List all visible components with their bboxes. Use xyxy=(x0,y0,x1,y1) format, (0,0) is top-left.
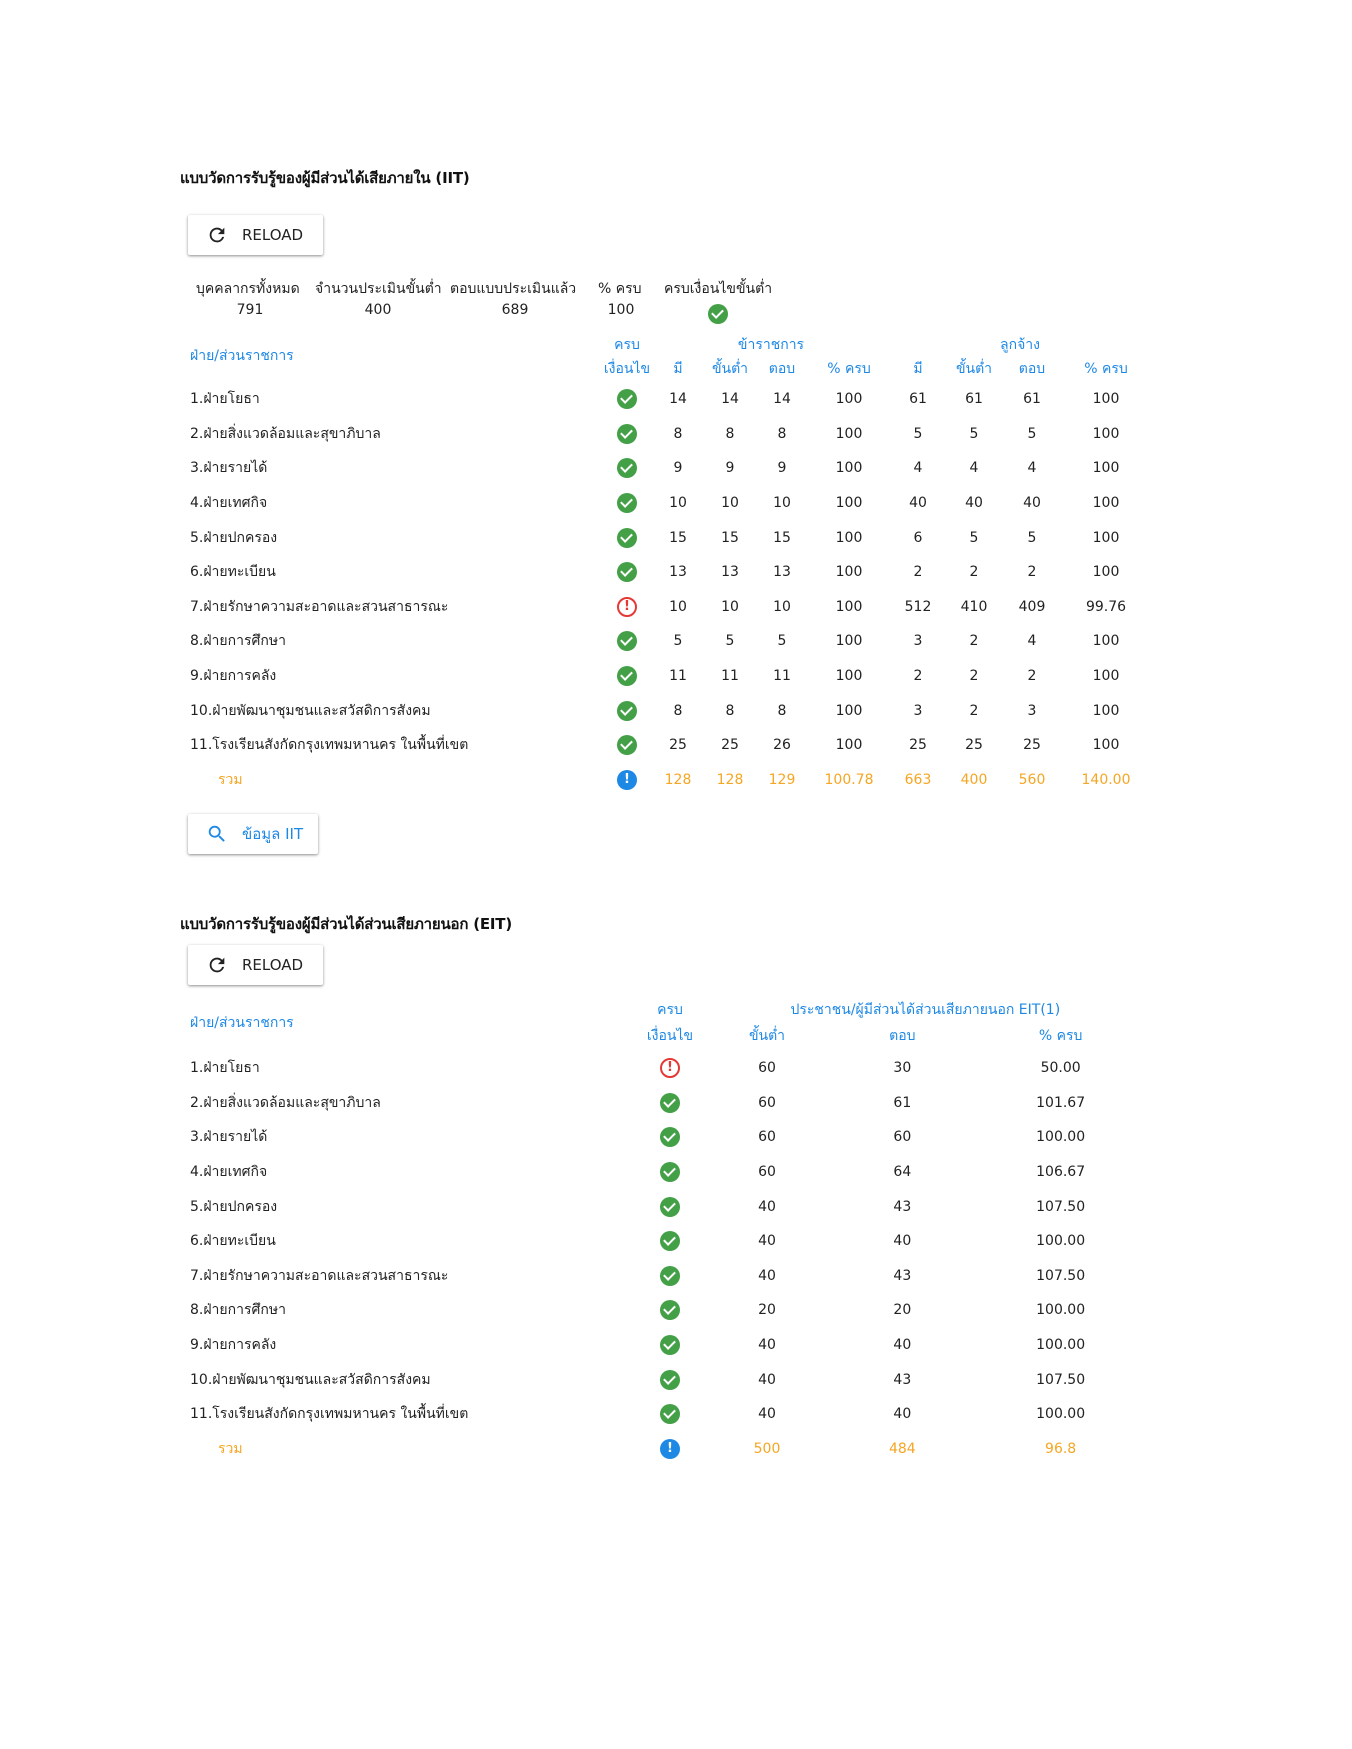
table-row xyxy=(190,590,1150,625)
value-cell: 25 xyxy=(669,737,687,754)
value-cell: 100 xyxy=(835,633,863,650)
check-circle-icon xyxy=(617,389,637,409)
status-cell xyxy=(602,659,652,694)
value-cell: 61 xyxy=(1023,391,1041,408)
status-cell xyxy=(602,763,652,798)
unit-name: 11.โรงเรียนสังกัดกรุงเทพมหานคร ในพื้นที่เขต xyxy=(190,1406,469,1423)
value-cell: 8 xyxy=(673,425,683,442)
value-cell: 20 xyxy=(893,1302,912,1319)
unit-name: 4.ฝ่ายเทศกิจ xyxy=(190,1164,268,1181)
value-cell: 2 xyxy=(1027,668,1037,685)
table-row xyxy=(190,693,1150,728)
value-cell: 40 xyxy=(893,1406,912,1423)
value-cell: 100.00 xyxy=(1036,1406,1086,1423)
value-cell: 100 xyxy=(1092,495,1120,512)
value-cell: 5 xyxy=(969,529,979,546)
value-cell: 4 xyxy=(1027,460,1037,477)
table-row xyxy=(190,1259,1150,1294)
value-cell: 30 xyxy=(893,1060,912,1077)
value-cell: 10 xyxy=(669,598,687,615)
total-label: รวม xyxy=(218,1440,243,1457)
value-cell: 3 xyxy=(1027,702,1037,719)
check-circle-icon xyxy=(617,458,637,478)
alert-circle-icon xyxy=(660,1058,680,1078)
summary-total-staff-value: 791 xyxy=(236,302,264,318)
value-cell: 100 xyxy=(1092,702,1120,719)
table-row xyxy=(190,1086,1150,1121)
value-cell: 14 xyxy=(773,391,791,408)
search-icon xyxy=(206,823,228,845)
value-cell: 10 xyxy=(773,598,791,615)
unit-name: 1.ฝ่ายโยธา xyxy=(190,391,260,408)
value-cell: 100 xyxy=(1092,529,1120,546)
value-cell: 60 xyxy=(758,1129,776,1146)
value-cell: 14 xyxy=(669,391,687,408)
status-cell xyxy=(639,1362,700,1397)
unit-name: 10.ฝ่ายพัฒนาชุมชนและสวัสดิการสังคม xyxy=(190,702,431,719)
value-cell: 100 xyxy=(1092,425,1120,442)
status-cell xyxy=(602,451,652,486)
summary-header-min-required: จำนวนประเมินขั้นต่ำ xyxy=(315,281,442,297)
value-cell: 61 xyxy=(909,391,927,408)
value-cell: 40 xyxy=(758,1233,776,1250)
eit-reload-button[interactable] xyxy=(188,945,323,985)
value-cell: 2 xyxy=(969,633,979,650)
value-cell: 100 xyxy=(1092,668,1120,685)
value-cell: 13 xyxy=(721,564,739,581)
summary-header-pct-complete: % ครบ xyxy=(598,281,642,297)
value-cell: 40 xyxy=(909,495,927,512)
value-cell: 11 xyxy=(669,668,687,685)
value-cell: 3 xyxy=(913,633,923,650)
value-cell: 96.8 xyxy=(1045,1440,1077,1457)
status-cell xyxy=(639,1051,700,1086)
value-cell: 128 xyxy=(664,771,692,788)
iit-table xyxy=(190,330,1150,797)
check-circle-icon xyxy=(617,701,637,721)
value-cell: 100 xyxy=(1092,460,1120,477)
value-cell: 100 xyxy=(1092,633,1120,650)
iit-reload-label: RELOAD xyxy=(242,226,304,244)
value-cell: 10 xyxy=(773,495,791,512)
col-group-external: ประชาชน/ผู้มีส่วนได้ส่วนเสียภายนอก EIT(1) xyxy=(790,1002,1061,1018)
value-cell: 13 xyxy=(773,564,791,581)
value-cell: 64 xyxy=(893,1164,912,1181)
value-cell: 140.00 xyxy=(1081,771,1131,788)
value-cell: 40 xyxy=(758,1267,776,1284)
unit-name: 7.ฝ่ายรักษาความสะอาดและสวนสาธารณะ xyxy=(190,1267,449,1284)
status-cell xyxy=(639,1086,700,1121)
check-circle-icon xyxy=(660,1266,680,1286)
value-cell: 512 xyxy=(904,598,932,615)
value-cell: 409 xyxy=(1018,598,1046,615)
summary-header-answered: ตอบแบบประเมินแล้ว xyxy=(450,281,577,297)
value-cell: 60 xyxy=(758,1164,776,1181)
value-cell: 100.00 xyxy=(1036,1337,1086,1354)
col-header-staff-answer: ตอบ xyxy=(1018,361,1046,377)
value-cell: 5 xyxy=(777,633,787,650)
value-cell: 5 xyxy=(725,633,735,650)
value-cell: 2 xyxy=(913,668,923,685)
iit-reload-button[interactable] xyxy=(188,215,323,255)
value-cell: 129 xyxy=(768,771,796,788)
value-cell: 15 xyxy=(721,529,739,546)
check-circle-icon xyxy=(617,493,637,513)
status-cell xyxy=(602,417,652,452)
check-circle-icon xyxy=(660,1231,680,1251)
check-circle-icon xyxy=(617,666,637,686)
status-cell xyxy=(602,520,652,555)
table-row xyxy=(190,555,1150,590)
value-cell: 100 xyxy=(835,737,863,754)
value-cell: 560 xyxy=(1018,771,1046,788)
value-cell: 60 xyxy=(758,1094,776,1111)
total-label: รวม xyxy=(218,771,243,788)
unit-name: 4.ฝ่ายเทศกิจ xyxy=(190,495,268,512)
value-cell: 100 xyxy=(1092,737,1120,754)
value-cell: 100 xyxy=(835,529,863,546)
info-circle-icon xyxy=(617,770,637,790)
value-cell: 25 xyxy=(1023,737,1041,754)
value-cell: 107.50 xyxy=(1036,1267,1086,1284)
value-cell: 5 xyxy=(1027,425,1037,442)
unit-name: 3.ฝ่ายรายได้ xyxy=(190,1129,268,1146)
table-row xyxy=(190,1155,1150,1190)
unit-name: 5.ฝ่ายปกครอง xyxy=(190,529,278,546)
check-circle-icon xyxy=(660,1335,680,1355)
status-cell xyxy=(639,1155,700,1190)
col-header-civil-pct: % ครบ xyxy=(827,361,871,377)
value-cell: 40 xyxy=(758,1198,776,1215)
value-cell: 9 xyxy=(673,460,683,477)
unit-name: 2.ฝ่ายสิ่งแวดล้อมและสุขาภิบาล xyxy=(190,1094,381,1111)
value-cell: 100 xyxy=(835,425,863,442)
value-cell: 100 xyxy=(835,564,863,581)
value-cell: 61 xyxy=(965,391,983,408)
value-cell: 40 xyxy=(758,1371,776,1388)
value-cell: 100 xyxy=(835,460,863,477)
table-row xyxy=(190,486,1150,521)
value-cell: 100 xyxy=(835,495,863,512)
table-row xyxy=(190,382,1150,417)
col-group-employee: ลูกจ้าง xyxy=(1000,337,1040,353)
value-cell: 50.00 xyxy=(1040,1060,1081,1077)
col-header-min: ขั้นต่ำ xyxy=(748,1028,786,1044)
value-cell: 100 xyxy=(1092,564,1120,581)
col-header-complete-2: เงื่อนไข xyxy=(646,1028,694,1044)
value-cell: 107.50 xyxy=(1036,1371,1086,1388)
summary-answered-value: 689 xyxy=(501,302,529,318)
value-cell: 40 xyxy=(758,1337,776,1354)
summary-header-min-condition: ครบเงื่อนไขขั้นต่ำ xyxy=(664,281,773,297)
value-cell: 484 xyxy=(888,1440,916,1457)
value-cell: 43 xyxy=(893,1371,912,1388)
table-row xyxy=(190,1362,1150,1397)
value-cell: 11 xyxy=(773,668,791,685)
table-row xyxy=(190,451,1150,486)
table-row xyxy=(190,659,1150,694)
value-cell: 2 xyxy=(913,564,923,581)
unit-name: 1.ฝ่ายโยธา xyxy=(190,1060,260,1077)
value-cell: 15 xyxy=(773,529,791,546)
value-cell: 500 xyxy=(753,1440,781,1457)
value-cell: 43 xyxy=(893,1267,912,1284)
col-header-unit: ฝ่าย/ส่วนราชการ xyxy=(190,348,294,364)
col-header-complete-2: เงื่อนไข xyxy=(603,361,651,377)
value-cell: 101.67 xyxy=(1036,1094,1086,1111)
check-circle-icon xyxy=(617,562,637,582)
value-cell: 5 xyxy=(1027,529,1037,546)
value-cell: 3 xyxy=(913,702,923,719)
check-circle-icon xyxy=(660,1127,680,1147)
unit-name: 8.ฝ่ายการศึกษา xyxy=(190,1302,286,1319)
col-header-civil-answer: ตอบ xyxy=(768,361,796,377)
table-row xyxy=(190,1189,1150,1224)
value-cell: 25 xyxy=(965,737,983,754)
check-circle-icon xyxy=(660,1404,680,1424)
col-header-answer: ตอบ xyxy=(889,1028,916,1044)
col-header-unit: ฝ่าย/ส่วนราชการ xyxy=(190,1015,294,1031)
value-cell: 8 xyxy=(777,702,787,719)
value-cell: 26 xyxy=(773,737,791,754)
value-cell: 4 xyxy=(1027,633,1037,650)
value-cell: 100 xyxy=(835,391,863,408)
value-cell: 5 xyxy=(673,633,683,650)
value-cell: 5 xyxy=(969,425,979,442)
table-row xyxy=(190,520,1150,555)
col-header-complete-1: ครบ xyxy=(614,337,640,353)
value-cell: 10 xyxy=(669,495,687,512)
value-cell: 10 xyxy=(721,598,739,615)
value-cell: 410 xyxy=(960,598,988,615)
status-cell xyxy=(639,1293,700,1328)
check-circle-icon xyxy=(708,303,728,324)
col-header-complete-1: ครบ xyxy=(657,1002,683,1018)
value-cell: 99.76 xyxy=(1085,598,1127,615)
check-circle-icon xyxy=(617,631,637,651)
value-cell: 13 xyxy=(669,564,687,581)
value-cell: 8 xyxy=(673,702,683,719)
unit-name: 5.ฝ่ายปกครอง xyxy=(190,1198,278,1215)
col-header-staff-pct: % ครบ xyxy=(1084,361,1128,377)
table-row xyxy=(190,1397,1150,1432)
unit-name: 7.ฝ่ายรักษาความสะอาดและสวนสาธารณะ xyxy=(190,598,449,615)
value-cell: 107.50 xyxy=(1036,1198,1086,1215)
status-cell xyxy=(639,1432,700,1467)
value-cell: 25 xyxy=(721,737,739,754)
value-cell: 4 xyxy=(913,460,923,477)
value-cell: 9 xyxy=(725,460,735,477)
value-cell: 60 xyxy=(758,1060,776,1077)
table-row xyxy=(190,1328,1150,1363)
value-cell: 40 xyxy=(1023,495,1041,512)
table-row xyxy=(190,1293,1150,1328)
table-row xyxy=(190,417,1150,452)
value-cell: 400 xyxy=(960,771,988,788)
value-cell: 43 xyxy=(893,1198,912,1215)
value-cell: 11 xyxy=(721,668,739,685)
value-cell: 10 xyxy=(721,495,739,512)
eit-section-title: แบบวัดการรับรู้ของผู้มีส่วนได้ส่วนเสียภายนอก (EIT) xyxy=(180,915,512,933)
col-header-pct: % ครบ xyxy=(1038,1028,1083,1044)
value-cell: 25 xyxy=(909,737,927,754)
value-cell: 8 xyxy=(725,702,735,719)
value-cell: 100 xyxy=(835,702,863,719)
refresh-icon xyxy=(206,954,228,976)
summary-pct-complete-value: 100 xyxy=(607,302,635,318)
check-circle-icon xyxy=(660,1093,680,1113)
value-cell: 2 xyxy=(969,564,979,581)
value-cell: 40 xyxy=(893,1233,912,1250)
value-cell: 100.78 xyxy=(824,771,874,788)
status-cell xyxy=(602,382,652,417)
value-cell: 100.00 xyxy=(1036,1233,1086,1250)
status-cell xyxy=(602,624,652,659)
unit-name: 8.ฝ่ายการศึกษา xyxy=(190,633,286,650)
status-cell xyxy=(639,1224,700,1259)
unit-name: 11.โรงเรียนสังกัดกรุงเทพมหานคร ในพื้นที่เขต xyxy=(190,737,469,754)
refresh-icon xyxy=(206,224,228,246)
col-header-staff-min: ขั้นต่ำ xyxy=(955,361,993,377)
table-total-row xyxy=(190,1432,1150,1467)
value-cell: 14 xyxy=(721,391,739,408)
value-cell: 100.00 xyxy=(1036,1302,1086,1319)
iit-info-label: ข้อมูล IIT xyxy=(242,825,304,843)
status-cell xyxy=(602,590,652,625)
value-cell: 15 xyxy=(669,529,687,546)
unit-name: 6.ฝ่ายทะเบียน xyxy=(190,564,276,581)
unit-name: 2.ฝ่ายสิ่งแวดล้อมและสุขาภิบาล xyxy=(190,425,381,442)
alert-circle-icon xyxy=(617,597,637,617)
status-cell xyxy=(602,728,652,763)
check-circle-icon xyxy=(660,1300,680,1320)
status-cell xyxy=(602,486,652,521)
value-cell: 663 xyxy=(904,771,932,788)
col-header-staff-have: มี xyxy=(913,361,923,377)
value-cell: 2 xyxy=(969,702,979,719)
value-cell: 100 xyxy=(835,598,863,615)
value-cell: 100 xyxy=(835,668,863,685)
value-cell: 40 xyxy=(893,1337,912,1354)
status-cell xyxy=(639,1397,700,1432)
value-cell: 40 xyxy=(965,495,983,512)
unit-name: 9.ฝ่ายการคลัง xyxy=(190,1337,277,1354)
value-cell: 9 xyxy=(777,460,787,477)
col-group-civil-servant: ข้าราชการ xyxy=(737,337,805,353)
value-cell: 8 xyxy=(725,425,735,442)
value-cell: 20 xyxy=(758,1302,776,1319)
check-circle-icon xyxy=(660,1197,680,1217)
check-circle-icon xyxy=(617,528,637,548)
check-circle-icon xyxy=(660,1370,680,1390)
value-cell: 100 xyxy=(1092,391,1120,408)
status-cell xyxy=(639,1259,700,1294)
table-row xyxy=(190,728,1150,763)
value-cell: 2 xyxy=(1027,564,1037,581)
value-cell: 5 xyxy=(913,425,923,442)
unit-name: 3.ฝ่ายรายได้ xyxy=(190,460,268,477)
value-cell: 2 xyxy=(969,668,979,685)
summary-header-total-staff: บุคคลากรทั้งหมด xyxy=(196,281,300,297)
unit-name: 9.ฝ่ายการคลัง xyxy=(190,668,277,685)
value-cell: 100.00 xyxy=(1036,1129,1086,1146)
check-circle-icon xyxy=(617,735,637,755)
unit-name: 6.ฝ่ายทะเบียน xyxy=(190,1233,276,1250)
value-cell: 40 xyxy=(758,1406,776,1423)
iit-info-button[interactable] xyxy=(188,814,318,854)
status-cell xyxy=(602,555,652,590)
eit-reload-label: RELOAD xyxy=(242,956,304,974)
check-circle-icon xyxy=(660,1162,680,1182)
status-cell xyxy=(639,1189,700,1224)
eit-table xyxy=(190,995,1150,1466)
status-cell xyxy=(639,1120,700,1155)
check-circle-icon xyxy=(617,424,637,444)
col-header-civil-min: ขั้นต่ำ xyxy=(711,361,749,377)
table-row xyxy=(190,1051,1150,1086)
unit-name: 10.ฝ่ายพัฒนาชุมชนและสวัสดิการสังคม xyxy=(190,1371,431,1388)
iit-section-title: แบบวัดการรับรู้ของผู้มีส่วนได้เสียภายใน (IIT) xyxy=(180,169,470,187)
status-cell xyxy=(602,693,652,728)
value-cell: 8 xyxy=(777,425,787,442)
value-cell: 61 xyxy=(893,1094,912,1111)
value-cell: 4 xyxy=(969,460,979,477)
table-row xyxy=(190,624,1150,659)
table-total-row xyxy=(190,763,1150,798)
status-cell xyxy=(639,1328,700,1363)
value-cell: 128 xyxy=(716,771,744,788)
value-cell: 106.67 xyxy=(1036,1164,1086,1181)
col-header-civil-have: มี xyxy=(673,361,683,377)
summary-min-required-value: 400 xyxy=(364,302,392,318)
value-cell: 6 xyxy=(913,529,923,546)
info-circle-icon xyxy=(660,1439,680,1459)
table-row xyxy=(190,1120,1150,1155)
value-cell: 60 xyxy=(893,1129,912,1146)
table-row xyxy=(190,1224,1150,1259)
